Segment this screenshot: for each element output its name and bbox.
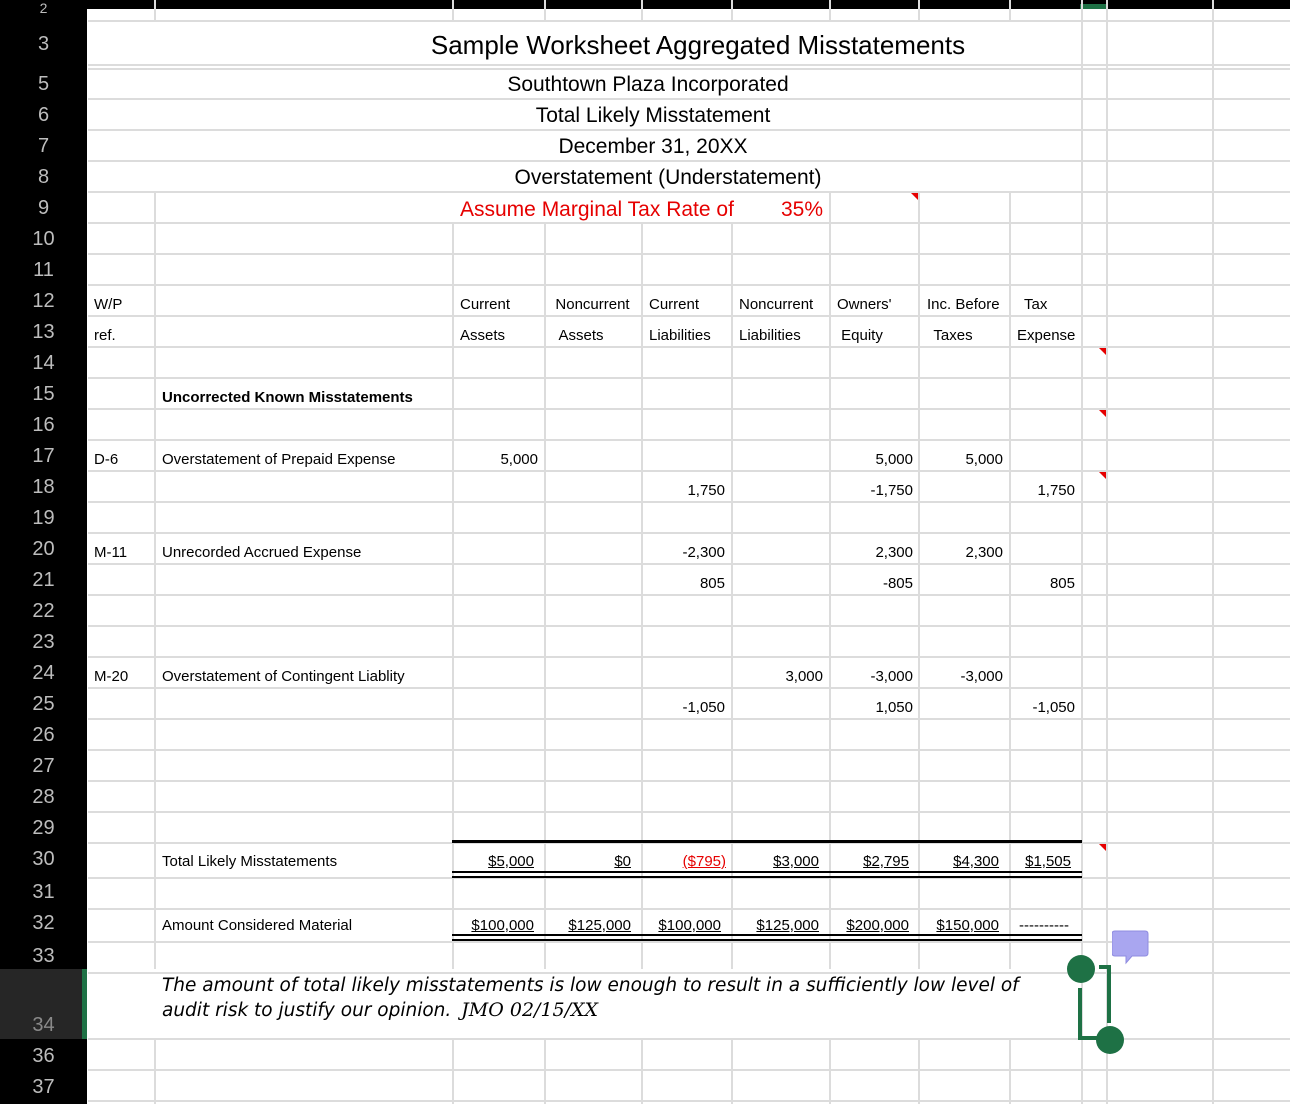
entry-owners-equity[interactable]: -3,000 xyxy=(870,668,913,685)
row-number[interactable]: 36 xyxy=(32,1045,55,1067)
row-number[interactable]: 27 xyxy=(32,755,55,777)
row-number-partial[interactable]: 2 xyxy=(39,0,48,16)
entry-tax-current-liabilities[interactable]: 1,750 xyxy=(687,482,725,499)
tax-rate-value[interactable]: 35% xyxy=(780,198,823,221)
company-name[interactable]: Southtown Plaza Incorporated xyxy=(507,73,789,96)
row-number[interactable]: 37 xyxy=(32,1076,55,1098)
row-number[interactable]: 5 xyxy=(37,73,50,95)
entry-description[interactable]: Overstatement of Prepaid Expense xyxy=(162,451,396,468)
total-owners-equity[interactable]: $2,795 xyxy=(863,853,909,870)
totals-top-border xyxy=(452,840,1082,843)
comment-icon[interactable] xyxy=(1112,929,1150,965)
row-number[interactable]: 16 xyxy=(32,414,55,436)
header-tax-expense-2[interactable]: Expense xyxy=(1017,327,1076,344)
conclusion-text-box[interactable] xyxy=(162,973,1062,1023)
row-number[interactable]: 19 xyxy=(32,507,55,529)
total-income-before-taxes[interactable]: $4,300 xyxy=(953,853,999,870)
selection-border xyxy=(1078,988,1082,1040)
totals-double-border xyxy=(452,871,1082,873)
row-number[interactable]: 14 xyxy=(32,352,55,374)
entry-income-before-taxes[interactable]: 2,300 xyxy=(965,544,1003,561)
row-number[interactable]: 28 xyxy=(32,786,55,808)
entry-tax-owners-equity[interactable]: 1,050 xyxy=(875,699,913,716)
material-owners-equity[interactable]: $200,000 xyxy=(846,917,909,934)
row-number[interactable]: 11 xyxy=(33,259,54,281)
header-owners-equity[interactable]: Owners' xyxy=(837,296,892,313)
row-number[interactable]: 23 xyxy=(32,631,55,653)
material-double-border xyxy=(452,934,1082,936)
entry-owners-equity[interactable]: 5,000 xyxy=(875,451,913,468)
entry-tax-expense[interactable]: 805 xyxy=(1049,575,1075,592)
row-number[interactable]: 15 xyxy=(32,383,55,405)
header-tax-expense[interactable]: Tax xyxy=(1024,296,1048,313)
entry-tax-expense[interactable]: 1,750 xyxy=(1037,482,1075,499)
row-number[interactable]: 21 xyxy=(32,569,55,591)
header-current-liabilities-2[interactable]: Liabilities xyxy=(649,327,711,344)
entry-owners-equity[interactable]: 2,300 xyxy=(875,544,913,561)
header-current-liabilities[interactable]: Current xyxy=(649,296,700,313)
total-noncurrent-liabilities[interactable]: $3,000 xyxy=(773,853,819,870)
header-wp[interactable]: W/P xyxy=(94,296,123,313)
report-name[interactable]: Total Likely Misstatement xyxy=(535,104,771,127)
row-number[interactable]: 32 xyxy=(32,912,55,934)
sheet-title[interactable]: Sample Worksheet Aggregated Misstatements xyxy=(430,30,966,60)
row-number[interactable]: 17 xyxy=(32,445,55,467)
conclusion-text: The amount of total likely misstatements is low enough to result in a sufficiently low level of audit risk to justify our opinion. xyxy=(162,975,1019,1021)
entry-tax-current-liabilities[interactable]: -1,050 xyxy=(682,699,725,716)
row-number[interactable]: 12 xyxy=(32,290,55,312)
row-number[interactable]: 24 xyxy=(32,662,55,684)
selection-border xyxy=(1099,965,1109,969)
statement-basis[interactable]: Overstatement (Understatement) xyxy=(514,166,822,189)
column-header-bar xyxy=(0,0,1290,9)
comment-indicator-icon[interactable] xyxy=(1099,844,1106,851)
row-number[interactable]: 7 xyxy=(37,135,50,157)
row-number[interactable]: 33 xyxy=(32,945,55,967)
totals-label[interactable]: Total Likely Misstatements xyxy=(162,853,338,870)
totals-double-border xyxy=(452,876,1082,878)
material-noncurrent-assets[interactable]: $125,000 xyxy=(568,917,631,934)
row-number[interactable]: 34 xyxy=(32,1014,55,1036)
comment-indicator-icon[interactable] xyxy=(911,193,918,200)
entry-description[interactable]: Unrecorded Accrued Expense xyxy=(162,544,362,561)
row-number[interactable]: 22 xyxy=(32,600,55,622)
header-noncurrent-liabilities[interactable]: Noncurrent xyxy=(739,296,814,313)
header-ref[interactable]: ref. xyxy=(94,327,116,344)
total-current-liabilities[interactable]: ($795) xyxy=(682,853,726,870)
row-number[interactable]: 30 xyxy=(32,848,55,870)
material-noncurrent-liabilities[interactable]: $125,000 xyxy=(756,917,819,934)
entry-noncurrent-liabilities[interactable]: 3,000 xyxy=(785,668,823,685)
entry-tax-expense[interactable]: -1,050 xyxy=(1032,699,1075,716)
header-income-before-taxes-2[interactable]: Taxes xyxy=(933,327,973,344)
row-number[interactable]: 20 xyxy=(32,538,55,560)
entry-income-before-taxes[interactable]: 5,000 xyxy=(965,451,1003,468)
selection-border xyxy=(1107,965,1111,1023)
entry-tax-current-liabilities[interactable]: 805 xyxy=(699,575,725,592)
tax-rate-label[interactable]: Assume Marginal Tax Rate of xyxy=(460,198,734,221)
header-current-assets[interactable]: Current xyxy=(460,296,511,313)
entry-income-before-taxes[interactable]: -3,000 xyxy=(960,668,1003,685)
entry-current-assets[interactable]: 5,000 xyxy=(500,451,538,468)
selection-handle-top[interactable] xyxy=(1067,955,1095,983)
header-income-before-taxes[interactable]: Inc. Before xyxy=(927,296,1000,313)
row-number[interactable]: 29 xyxy=(32,817,55,839)
section-title[interactable]: Uncorrected Known Misstatements xyxy=(162,389,413,406)
total-noncurrent-assets[interactable]: $0 xyxy=(614,853,631,870)
entry-tax-owners-equity[interactable]: -1,750 xyxy=(870,482,913,499)
row-number[interactable]: 6 xyxy=(37,104,50,126)
row-number[interactable]: 18 xyxy=(32,476,55,498)
header-current-assets-2[interactable]: Assets xyxy=(460,327,506,344)
row-number[interactable]: 8 xyxy=(37,166,50,188)
entry-current-liabilities[interactable]: -2,300 xyxy=(682,544,725,561)
row-number[interactable]: 26 xyxy=(32,724,55,746)
material-current-liabilities[interactable]: $100,000 xyxy=(658,917,721,934)
header-noncurrent-assets-2[interactable]: Assets xyxy=(558,327,604,344)
entry-ref[interactable]: M-20 xyxy=(94,668,129,685)
report-date[interactable]: December 31, 20XX xyxy=(558,135,748,158)
material-label[interactable]: Amount Considered Material xyxy=(162,917,353,934)
comment-indicator-icon[interactable] xyxy=(1099,348,1106,355)
material-tax-expense[interactable]: ---------- xyxy=(1019,917,1069,934)
entry-ref[interactable]: M-11 xyxy=(94,544,128,561)
material-current-assets[interactable]: $100,000 xyxy=(471,917,534,934)
entry-description[interactable]: Overstatement of Contingent Liablity xyxy=(162,668,405,685)
comment-indicator-icon[interactable] xyxy=(1099,410,1106,417)
entry-ref[interactable]: D-6 xyxy=(94,451,119,468)
row-number[interactable]: 13 xyxy=(32,321,55,343)
total-tax-expense[interactable]: $1,505 xyxy=(1025,853,1071,870)
entry-tax-owners-equity[interactable]: -805 xyxy=(882,575,913,592)
selected-column-indicator xyxy=(1080,4,1108,9)
total-current-assets[interactable]: $5,000 xyxy=(488,853,534,870)
row-number[interactable]: 9 xyxy=(37,197,50,219)
header-noncurrent-assets[interactable]: Noncurrent xyxy=(555,296,630,313)
header-owners-equity-2[interactable]: Equity xyxy=(841,327,883,344)
material-double-border xyxy=(452,939,1082,941)
comment-indicator-icon[interactable] xyxy=(1099,472,1106,479)
selection-handle-bottom[interactable] xyxy=(1096,1026,1124,1054)
row-number[interactable]: 3 xyxy=(37,33,50,55)
material-income-before-taxes[interactable]: $150,000 xyxy=(936,917,999,934)
row-number[interactable]: 31 xyxy=(32,881,55,903)
signoff-initials: JMO 02/15/XX xyxy=(461,999,599,1021)
row-number[interactable]: 10 xyxy=(32,228,55,250)
row-number[interactable]: 25 xyxy=(32,693,55,715)
header-noncurrent-liabilities-2[interactable]: Liabilities xyxy=(739,327,801,344)
